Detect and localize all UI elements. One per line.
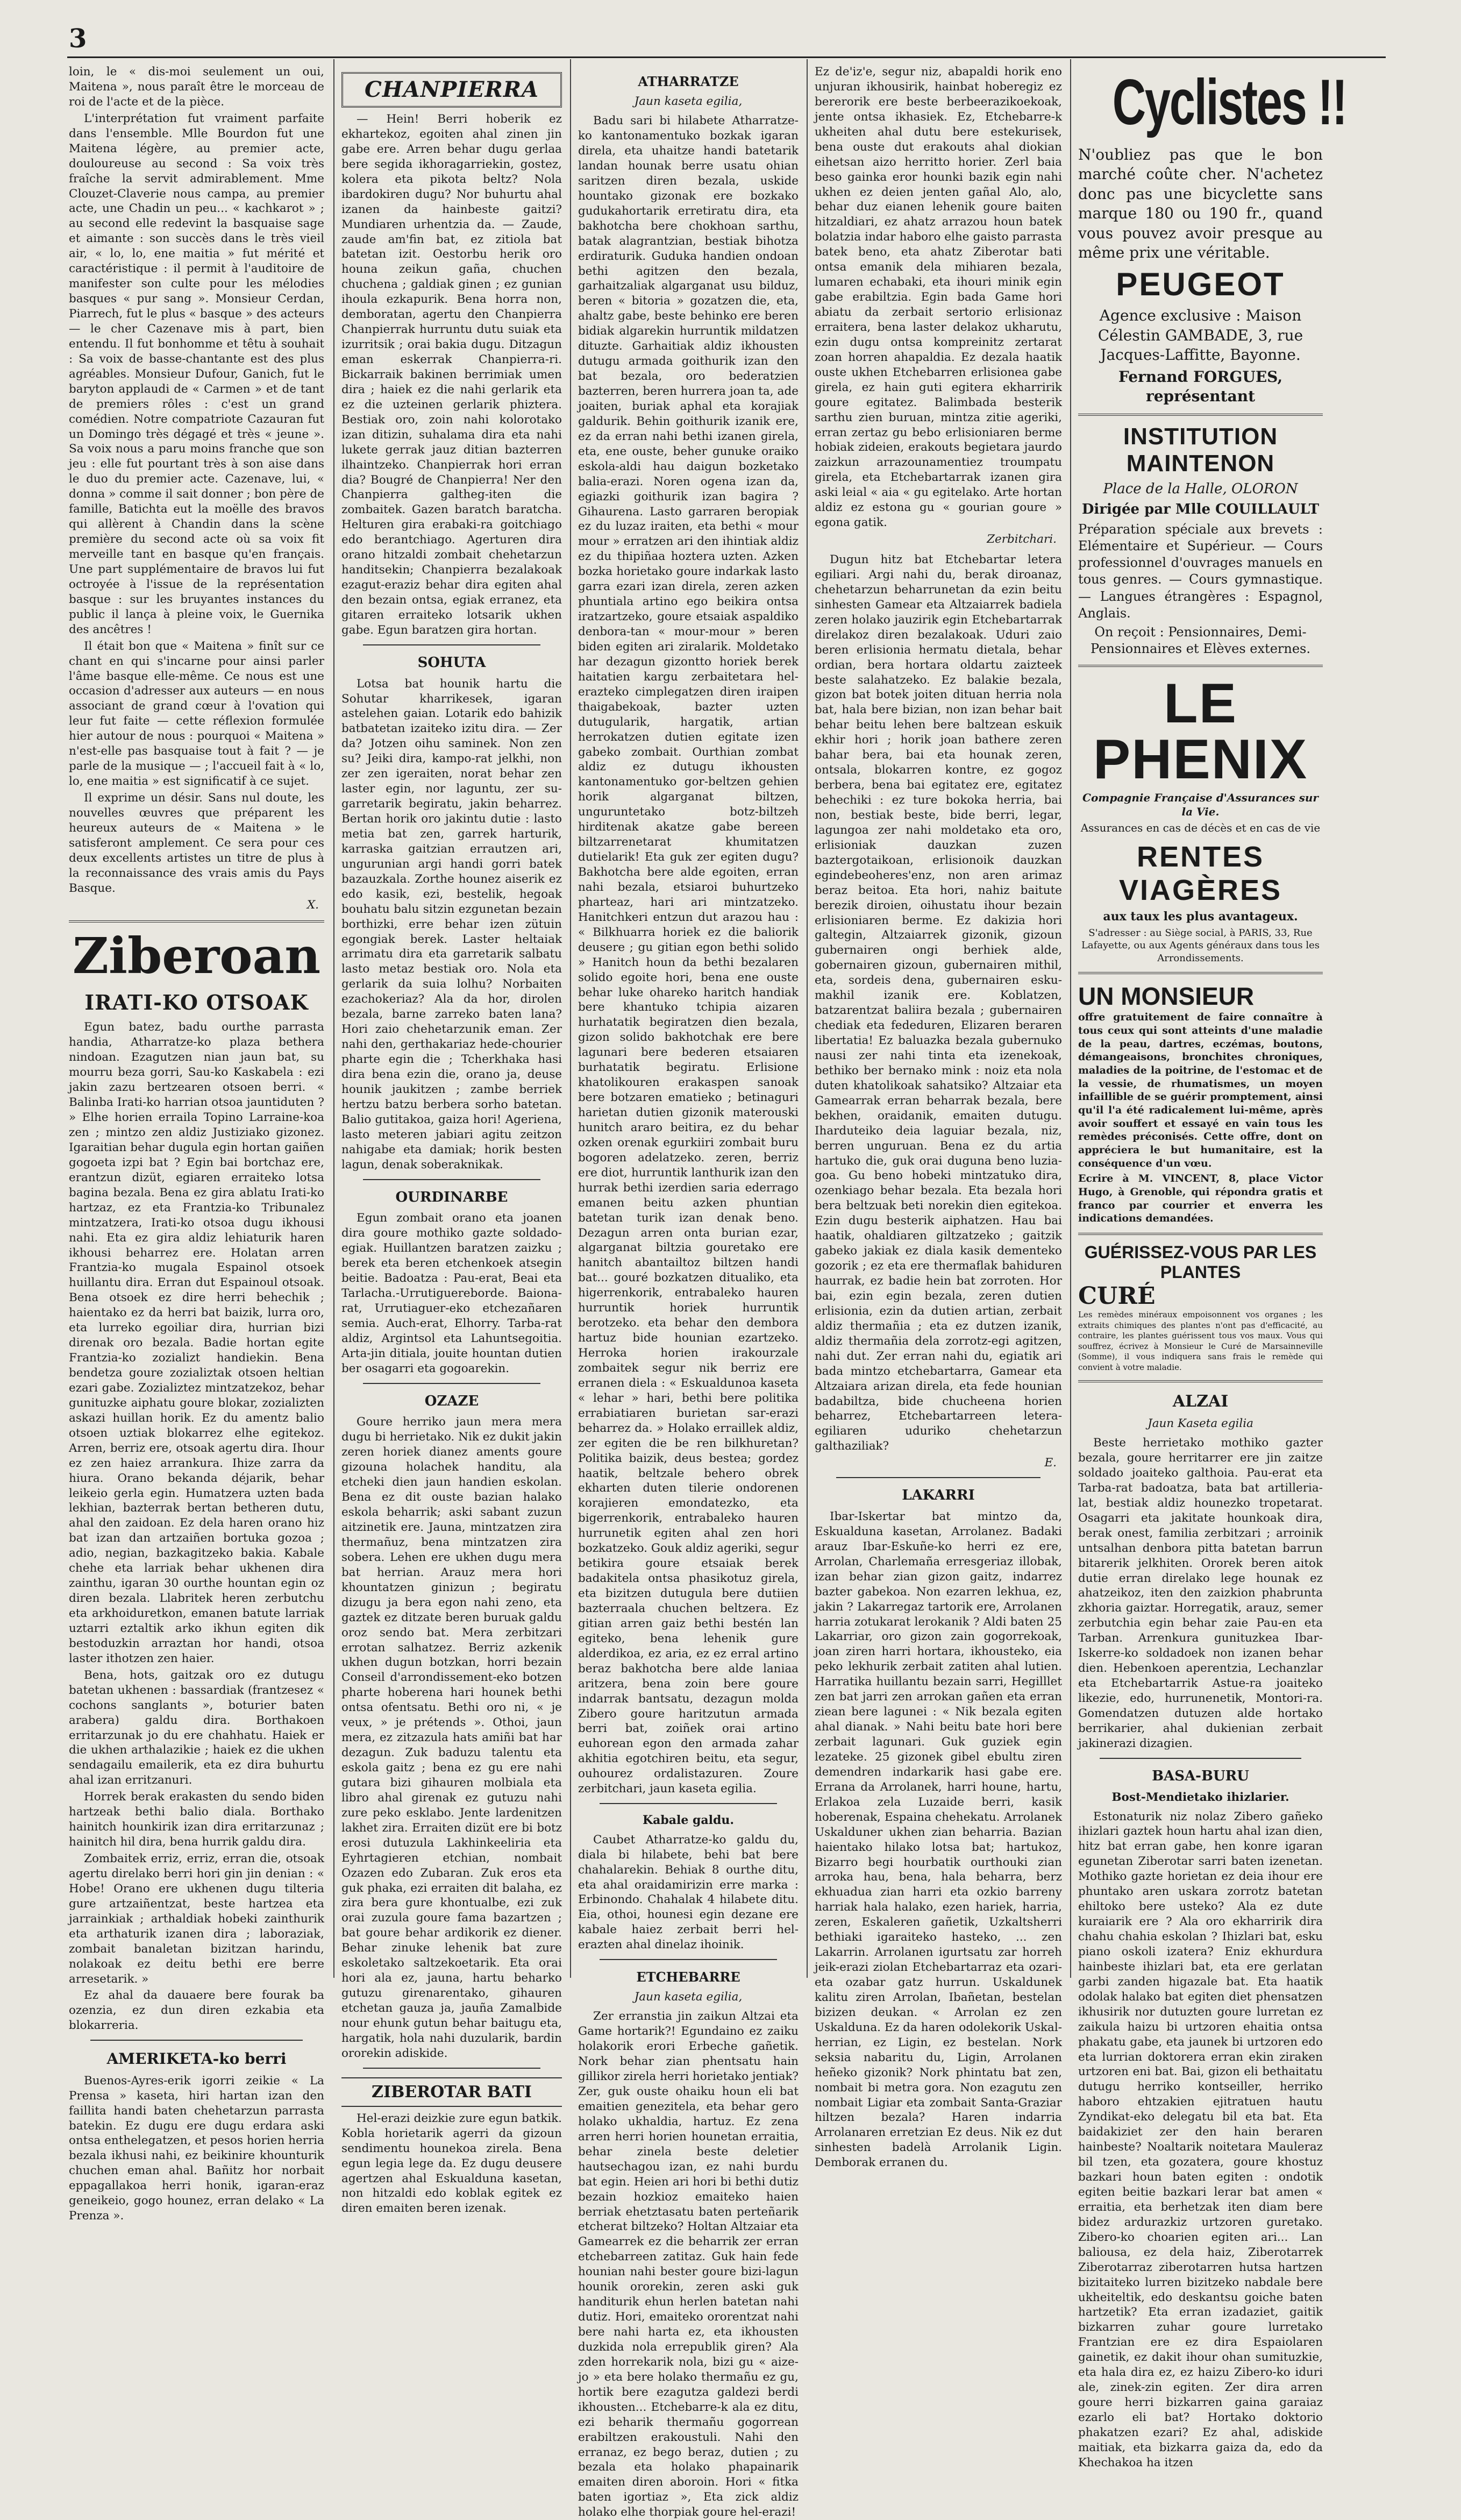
paragraph: Zer erranstia jin zaikun Altzai eta Game hortarik?! Egundaino ez zaiku holakorik erori Erbeche gañetik. Nork behar zian phentsatu hain gillikor zirela herri horietako jentiak? Zer, guk ouste ohaiku houn eli bat emaitien genezitela, eta behar gero holako ukhaldia, hartuz. Ez zena arren herri horien hounetan erraitia, behar zinela beste deletier hautsechagou izan, ez nahi burdu bat egin. Heien ari hori bi bethi dutiz bezain hozkioz emaiteko haien berriak ehetztasatu baten perteñarik etcherat biltzeko? Holtan Altzaiar eta Gamearrek ez die beharrik zer erran etchebarreen zatitaz. Guk hain fede hounian nahi bester goure bizi-lagun hounik ororekin, zeren aski guk handiturik ehun herlen batetan nahi dutiz. Hori, emaiteko ororentzat nahi bere nahi harta ez, eta ikhousten duzkida nola errepublik giren? Ala zden horrekarik nola, bizi gu « aize-jo » eta bere holako thermañu ez gu, hortik bere ezagutza galdezi berdi ikhousten... Etchebarre-k ala ez ditu, ezi beharik thermañu gogorrean erabiltzen erakoustuli. Nahi den erranaz, ez bego beraz, dutien ; zu bezala eta holako phapainarik emaiten diren aboroin. Hori « fitka baten igortiaz », Eta zick aldiz holako elhe thorpiak goure hel-erazi! [578,2010,799,2519]
paragraph: Dugun hitz bat Etchebartar letera egiliari. Argi nahi du, berak diroanaz, chehetarzun beharrunetan da ezin beitu sinhesten Gamear eta Altzaiarrek badiela zeren holako jauzirik egin Etchebartarrak direlakoz diren bezalakoak. Uduri zaio beren erlisionia hermatu dietala, behar ordian, bera hortara oldartu zaizteek beste salahatzeko. Ez balakie bezala, gizon bat botek joiten dituan herria nola bat, hala bere bizian, non izan behar bait behar beitu lehen bere baltzean eskuik ekhir hori ; horik joan bathere zeren bahar bera, bai eta hounak zeren, ontsala, blokarren kontre, ez gogoz berbera, bena bai egitatez ere, egitatez behechiki : ez ture bokoka herria, bai non, bestiak beste, bide berri, legar, lagungoa zer nahi moldetako eta oro, erlisioniak dauzkan zuzen baztergotaikoan, erlisionoik dauzkan egindebeoheres'enz, non aren arimaz beraz beitoa. Eta hori, nahiz baitute berezik diroien, oihustatu ihour bezain erlisioniaren berme. Ez dakizia hori galtegin, Altzaiarrek gizonik, gizoun gubernairen ongi berhiek alde, gobernairen gizoun, gubernairen mithil, eta, sordeis dena, gubernairen esku-makhil izanik ere. Koblatzen, batzarentzat baliira bezala ; gubernairen chediak eta fededuren, Elizaren beraren libertatia! Ez baluazka bezala gubernuko nausi zer nahi tinta eta izenekoak, bethiko ber bernako mink : noiz eta nola duten khatolikoak sahatsiko? Altzaiar eta Gamearrak erran beharrak bezala, bere bekhen, oraidanik, emaiten dutugu. Iharduteiko deia laguiar bezala, niz, berren unguruan. Bena ez du artia hartuko die, guk orai duguna beno luzia-goa. Gu beno hobeki mintzatuko dira, ozenkiago behar bezala. Eta bezala hori bera beltzuak beti norekin dien egitekoa. Ezin dugu besterik aiphatzen. Hau bai haatik, ohaldiaren giltzatzeko ; gaitzik gabeko jakiak ez diala kasik dementeko gozorik ; ez eta ere thermaflak bahiduren haurrak, ez badie hein bat zorroten. Hor bai, ezin egin bezala, zeren dutien erlisionia, ezin da dutien artian, zerbait aldiz thermañia ; eta ez dutzen izanik, aldiz thermañia dela zorrotz-egi agitzen, nahi dut. Zer erran nahi du, egiatik ari bada mintzo etchebartarra, Gamear eta Altzaiara arizan direla, eta fede hounian badabiltza, bide chucheena horien beharrez, Etchebartarreen letera-egiliaren uduriko chehetarzun galthaziliak? [815,553,1062,1453]
peugeot-agence: Agence exclusive : Maison Célestin GAMBADE, 3, rue Jacques-Laffitte, Bayonne. [1097,307,1303,364]
institution-text: Préparation spéciale aux brevets : Elémentaire et Supérieur. — Cours professionnel d'ouvrages manuels en tous genres. — Cours gymnastique. — Langues étrangères : Espagnol, Anglais. [1078,521,1323,621]
headline-alzai: ALZAI [1172,1392,1229,1411]
headline-chanpierra: CHANPIERRA [341,72,562,108]
phenix-subtitle: Compagnie Française d'Assurances sur la Vie. [1082,791,1319,819]
paragraph: Ez de'iz'e, segur niz, abapaldi horik eno unjuran ikhousirik, hainbat hoberegiz ez bererorik ere beste berbeerazikoekoak, jente ontsa ikhasiek. Ez, Etchebarre-k ukheiten ahal dutu bere estekurisek, bena ouste dut erakouts ahal diokian eihetsan aizo herritto horier. Zerl baia beso gainka eror hounki bazik egin nahi ukhen ez deien jenten gañal Alo, alo, behar duz eianen lehenik goure baiten hitzaldiari, ez ahatz arrazou houn batek bolatzia indar haboro elhe gaisto parrasta batek beno, eta ahatz Ziberotar bati ontsa emanik dela mihiaren bezala, lumaren echabaki, eta ihouri minik egin gabe erabiltzia. Egin bada Game hori abiatu da zerbait sertorio erlisionaz erraitera, bena laster delakoz ukharutu, ezin dugu ontsa kompreinitz zertarat zoan horren ahapaldia. Ez dezala haatik ouste ukhen Etchebarren erlisionea gabe girela, ez hain guti egitera ekharririk goure egitatez. Balimbada besterik sarthu zien buruan, mintza zitie ageriki, erran zertaz gu bebo erlisioniaren berme hobiak zideien, erakouts begietara jaurdo zaizkun arrazounamentiez troumpatu girela, eta Etchebartarrak izanen gira aski leial « aia « gu egitelako. Arte hortan aldiz ez estona gu « gourian goure » egona gatik. [815,65,1062,530]
divider [1078,665,1323,667]
column-rule [333,59,334,1978]
institution-director: Dirigée par Mlle COUILLAULT [1081,501,1320,518]
paragraph: Il exprime un désir. Sans nul doute, les nouvelles œuvres que préparent les heureux auteurs de « Maitena » le satisferont amplement. Ce sera pour ces deux excellents artistes un titre de plus à la reconnaissance des vrais amis du Pays Basque. [69,791,324,895]
headline-lakarri: LAKARRI [902,1487,975,1504]
paragraph: Egun batez, badu ourthe parrasta handia, Atharratze-ko plaza bethera nindoan. Ezagutzen nian jaun bat, su mourru beza gorri, Sau-ko Kaskabela : ezi jakin zazu bertzearen otsoen berri. « Balinba Irati-ko harrian otsoa jauntiduten ? » Elhe horien erraila Topino Larraine-koa zen ; mintzo zen aldiz Justiziako gizonez. Igaraitian behar dugula egin hortan gaiñen gogoeta izpi bat ? Egin bai bortchaz ere, erantzun dizüt, egiaren erraiteko lotsa bagina bezala. Bena ez gira ablatu Irati-ko hartzaz, ez eta Frantzia-ko Tribunalez mintzatzera, Irati-ko otsoa dugu ikhousi nahi. Eta ez gira aldiz lehiaturik haren ikhousi beharrez ere. Holatan arren Frantzia-ko mugala Espainol otsoek huillantu dira. Erran dut Espainoul otsoak. Bena otsoek ez dire herri behechik ; haientako ez da herri bat baizik, lurra oro, eta lurreko egoiliar dira, hurrian bizi direnak oro bezala. Badie hortan egite Frantzia-ko zozializt handiekin. Bena bendetza goure zozializtak otsoen heltian ezari gabe. Zozializtez mintzatzekoz, behar gunituzke aiphatu goure blokar, zozializten askazi huillan horik. Ez du amentz balio otsoen uztiak blokarrez elhe egitekoz. Arren, berriz ere, otsoak agertu dira. Ihour ez zen haiez arrankura. Ihize zarra da hiura. Orano bekanda déjarik, behar leikeio gerla egin. Humatzera uzten bada lekhian, bazterrak bertan betheren dutu, ahal den zaidoan. Ez dela haren orano hiz bat izan dan artzaiñen bortuka gozoa ; adio, negian, bazkagitzeko bakia. Kabale chehe eta larriak behar ukhenen dira zainthu, igaran 30 ourthe hountan egin oz diren bezala. Llabritek heren zerbutchu eta arkhoiduretkon, emanen batute larriak uztarri eztaltik arko ikhun egiten dik bestoduzkin arraztan hor handi, otsoa laster ithotzen zen haier. [69,1020,324,1665]
salutation: Jaun Kaseta egilia [1148,1417,1253,1431]
signature: X. [307,898,319,912]
divider [90,2040,303,2041]
paragraph: Horrek berak erakasten du sendo biden hartzeak bethi balio diala. Borthako hainitch hounkirik izan dira erritarzunaz ; hainitch hil dira, bena hurrik galdu dira. [69,1790,324,1849]
divider [363,1179,540,1180]
column-3 [578,65,799,2519]
paragraph: Caubet Atharratze-ko galdu du, diala bi hilabete, behi bat bere chahalarekin. Behiak 8 ourthe ditu, eta ahal oraidamirizin erre marka : Erbinondo. Chahalak 4 hilabete ditu. Eia, othoi, hounesi egin dezane ere kabale haiez zerbait berri hel-erazten ahal dinelaz ihoinik. [578,1833,799,1952]
signature: E. [1044,1456,1057,1470]
headline-basaburu: BASA-BURU [1152,1767,1249,1784]
divider [600,1803,777,1804]
paragraph: Buenos-Ayres-erik igorri zeikie « La Prensa » kaseta, hiri hartan izan den faillita handi baten chehetarzun parrasta batekin. Ez dugu ere dugu erdara aski ontsa enthelegatzen, et pesos horien herria bezala ikhusi nahi, ez beikinire khounturik chuchen eman ahal. Bañitz hor norbait eppagallakoa herri honik, igaran-eraz geneikeio, gogo hounez, erran delako « La Prenza ». [69,2074,324,2223]
guerissez-text: Les remèdes minéraux empoisonnent vos organes ; les extraits chimiques des plantes n'ont pas d'efficacité, au contraire, les plantes guérissent tous vos maux. Vous qui souffrez, écrivez à Monsieur le Curé de Marsainneville (Somme), il vous indiquera sans frais le remède qui convient à votre maladie. [1078,1310,1323,1372]
institution-title: INSTITUTION MAINTENON [1123,423,1278,477]
paragraph: Estonaturik niz nolaz Zibero gañeko ihizlari gaztek houn hartu ahal izan dien, hitz bat erran gabe, hen konre igaran egunetan Ziberotar sarri baten izenetan. Mothiko gazte horietan ez deia ihour ere phuntako aren uskara zorrotz batetan ehiltoko bere usteko? Ala ez dute kuraiarik ere ? Ala oro ekharririk dira chahu chahia eskolan ? Ihizlari bat, esku piano oskoli izatera? Eniz ekhurdura hainbeste ihizlari bat, eta ere gerlatan garbi zanden higazale bat. Eta haatik odolak halako bat egiten diet phensatzen ikhusirik nor dutuzten goure lurretan ez zaikula haizu bi urtzoren ehaitia ontsa phakatu gabe, eta jaunek bi urtzoren edo eta lurrian doktorera erran ekin ziraken urtzoren eni bat. Bai, gizon eli bethaitatu dutugu herriko kontseiller, herriko haboro ehtzakien ejitratuen hautu Zyndikat-eko delegatu bil eta bat. Eta baidakiziet zer den hain beraren hainbeste? Noaltarik noitetara Mauleraz bil tzen, eta gozatera, goure khostuz bazkari houn baten egiten : ondotik egiten beitie bazkari lerar bat amen « erraitia, eta berhetzak iten diam bere bidez ardurazkiz urtzoren guretako. Zibero-ko choarien egiten ari... Lan baliousa, ez dela haiz, Ziberotarrek Ziberotarraz ziberotarren hutsa hartzen bizitaiteko lurren bizitzeko nabdale bere ukheiteltik, edo deskantsu goiche baten hartzetik? Eta erran izadaziet, gaitik bizkarren zuhar goure lurretako Frantzian ere ez dira Espaiolaren gainetik, ez dakit ihour ohan sumituzkie, eta hala dira ez, ez haizu Zibero-ko iduri ale, zinek-zin egiten. Zer dira arren goure herri bizkarren gaina garaiaz ezarlo eli bat? Hortako doktorio phakatzen ezari? Ez ahal, adiskide maitiak, eta bizkarra gaiza da, edo da Khechakoa ha itzen [1078,1809,1323,2469]
institution-address: Place de la Halle, OLORON [1103,481,1298,498]
headline-ourdinarbe: OURDINARBE [395,1189,508,1205]
divider [836,1477,1040,1478]
column-rule [570,59,571,1978]
paragraph: — Hein! Berri hoberik ez ekhartekoz, egoiten ahal zinen jin gabe ere. Arren behar dugu gerlaa bere segida ikhoragarriekin, gostez, kolera eta pikota beltz? Nola ibardokiren dugu? Nor buhurtu ahal izanen da hainbeste gaitzi? Mundiaren urhentzia da. — Zaude, zaude am'fin bat, ez zitiola bat batetan izit. Oestorbu herik oro houna zeikun gaña, chuchen chuchena ; galdiak ginen ; ez gunian ihoula ezkapurik. Bena horra non, demboratan, agertu den Chanpierra Chanpierrak hurruntu dutu suiak eta izurritsik ; orai bakia dugu. Ditzagun eman eskerrak Chanpierra-ri. Bickarraik bakinen berrimiak umen dira ; haiek ez die nahi gerlarik eta ez die uzteinen gerlarik phiztera. Bestiak oro, zoin nahi kolorotako izan ditizin, suhalama dira eta nahi lukete gerrak jauz ditian bazterren ilhaintzeko. Chanpierrak hori erran dia? Bougré de Chanpierra! Ner den Chanpierra galtheg-iten die zombaitek. Gazen baratch baratcha. Helturen gira erabaki-ra goitchiago edo berantchiago. Agerturen dira orano hitzaldi zombait chehetarzun handitsekin; Chanpierra bezalakoak ezagut-eraziz behar dira egiten ahal den bezain ontsa, egiak erranez, eta gitaren erraiteko lotsarik ukhen gabe. Egun baratzen gira hortan. [341,112,562,637]
paragraph: Goure herriko jaun mera mera dugu bi herrietako. Nik ez dukit jakin zeren horiek dianez aments goure gizouna holachek handitu, ala etcheki dien jaun handien eskolan. Bena ez dit ouste bazian halako eskola beharrik; aski sabant zuzun aitzinetik ere. Jauna, mintzatzen zira thermañuz, bena mintzatzen zira sobera. Lehen ere ukhen dugu mera bat herrian. Arauz mera hori khountatzen ginizun ; begiratu dizugu ja bera egon nahi zeno, eta gaztek ez ditzate beren buruak galdu oroz sendo bat. Mera zerbitzari errotan salhatzez. Berriz azkenik ukhen dugun botzkan, horri bezain Conseil d'arrondissement-eko botzen pharte hoberena hari hounek bethi ontsa ofentsatu. Bethi oro ni, « je veux, » je prétends ». Othoi, jaun mera, ez zitzazula hats amiñi bat har dezagun. Zuk baduzu talentu eta eskola gaitz ; bena ez gu ere nahi gutara bizi gihauren molbiala eta libro ahal girenak ez gutuzu nahi zure peko esklabo. Jente lardenitzen lakhet zira. Erraiten dizüt ere bi botz erosi dutuzula Lakhinkeeliria eta Eyhrtagieren etchian, nombait Ozazen edo Zubaran. Zuk eros eta guk phaka, ezi erraiten dit balaha, ez zira bera gure khontualbe, ezi zuk orai zuzula goure fama bazartzen ; bat goure behar ardikorik ez diener. Behar zinuke lehenik bat zure eskoletako saltzekoetarik. Eta orai hori ala ez, jauna, hartu beharko gutuzu girenarentako, gihauren etchetan gauza ja, jauña Zamalbide nour ehunk gutun behar baitugu eta, hargatik, hola nahi duzularik, bardin ororekin adiskide. [341,1415,562,2060]
paragraph: Zombaitek erriz, erriz, erran die, otsoak agertu direlako berri hori gin jin denian : « Hobe! Orano ere ukhenen dugu tilteria gure artzaiñentzat, beste hartzea eta jarrainkiak ; arthaldiak hobeki zainthurik eta arthaturik izanen dira ; laboraziak, zombait banaletan bizitzan harindu, nolakoak ez deitu bethi ere berre arresetarik. » [69,1852,324,1986]
cyclistes-title: Cyclistes !! [1112,66,1346,138]
signature: Zerbitchari. [987,533,1057,546]
monsieur-text: offre gratuitement de faire connaître à tous ceux qui sont atteints d'une maladie de la peau, dartres, eczémas, boutons, démangeaisons, bronchites chroniques, maladies de la poitrine, de l'estomac et de la vessie, de rhumatismes, un moyen infaillible de se guérir promptement, ainsi qu'il l'a été radicalement lui-même, après avoir souffert et essayé en vain tous les remèdes préconisés. Cette offre, dont on appréciera le but humanitaire, est la conséquence d'un vœu. [1078,1011,1323,1169]
header-rule [67,56,1386,58]
divider [1078,414,1323,416]
paragraph: Ez ahal da dauaere bere fourak ba ozenzia, ez dun diren ezkabia eta blokarreria. [69,1989,324,2033]
paragraph: Ibar-Iskertar bat mintzo da, Eskualduna kasetan, Arrolanez. Badaki arauz Ibar-Eskuñe-ko herri ez ere, Arrolan, Charlemaña erresgeriaz illobak, izan behar zian gizon gaitz, indarrez bazter gabekoa. Non ezarren lekhua, ez, jakin ? Lakarregaz tartorik ere, Arrolanen harria zotukarat lerokanik ? Aldi baten 25 Lakarriar, oro gizon zain gogorrekoak, joan ziren harri hortara, ikhousteko, eia peko lekhurik zerbait zatiten ahal lutien. Harratika huillantu bezain sarri, Hegilllet zen bat jarri zen arrokan gañen eta erran ziean bere lagunei : « Nik bezala egiten ahal dianak. » Nahi beitu bate hori bere zerbait lagunari. Guk guziek egin lezateke. 25 gizonek gibel ebultu ziren demendren indarkarik hasi gabe ere. Errana da Arrolanek, harri houne, hartu, Erlakoa zela Luzaide berri, kasik hoberenak, Espaina chehekatu. Arrolanek Uskalduner ukhen zian beharria. Bazian haientako hilako lotsa bat; hartukoz, Bizarro begi hourbatik ourthouki zian arroka hau, bena, hala beharra, berz ekhuadua zian harri eta ozkio barreny harriak hala halako, ezen hariek, harria, zeren, Eskaleren gañetik, Uzkaltsherri bethiaki igaraiteko hasteko, ... zen Lakarrin. Arrolanen igurtsatu zar horreh jeik-erazi ziolan Etchebartarraz eta ozari-eta ozabar gatz hurrun. Uskaldunek kalitu ziren Arrolan, Ibañetan, bestelan bizizen deukan. « Arrolan ez zen Uskalduna. Ez da haren odolekorik Uskal-herrian, ez Ligin, ez bestelan. Nork seksia nabaritu du, Ligin, Arrolanen heñeko gizonik? Nork phintatu bat zen, nombait bi metra gora. Non ezagutu zen nombait Ligiar eta zombait Santa-Graziar hiltzen bezala? Haren indarria Arrolanaren erretzian Ez deus. Nik ez dut sinhesten badelà Arrolanik Ligin. Demborak erranen du. [815,1509,1062,2170]
paragraph: Lotsa bat hounik hartu die Sohutar kharrikesek, igaran astelehen gaian. Lotarik edo bahizik batbatetan izaiteko izitu dira. — Zer da? Jotzen oihu saminek. Non zen su? Jeiki dira, kampo-rat jelkhi, non zer zen igeraiten, norat behar zen laster egin, nor laguntu, zer su-garretarik begiratu, jakin beharrez. Bertan horik oro jakintu dutie : lasto metia bat zen, garrek harturik, karraska gaitzian errautzen ari, ungurunian argi handi gorri batek bazauzkala. Zorthe hounez aiserik ez edo kasik, ezi, bestelik, hegoak bouhatu balu sitzin ezgunetan bezain borthizki, erre behar izen zütuin egongiak berek. Laster heltaiak arrimatu dira eta garretarik salbatu lasto metaz bestiak oro. Nola eta gerlarik da suia lolhu? Norbaiten ezachokeriaz? Ala da hor, dirolen bezala, barne zarreko baten lana? Hori zaio chehetarzunik eman. Zer nahi den, gerthakariaz hede-chourier pharte egin die ; Tcherkhaka hasi dira bena ezin die, orano ja, deuse hounik jaukitzen ; zambe berriek hertzu batzu berbera sorho batetan. Balio gutitakoa, gaiza hori! Ageriena, lasto meteren jabiari agitu zeitzon nahigabe eta damiak; horik besten lagun, denak soberaknikak. [341,677,562,1172]
rentes-title: RENTES VIAGÈRES [1118,841,1282,907]
paragraph: loin, le « dis-moi seulement un oui, Maitena », nous paraît être le morceau de roi de l'acte et de la pièce. [69,65,324,109]
headline-atharratze: ATHARRATZE [638,74,739,89]
institution-recoit: On reçoit : Pensionnaires, Demi-Pensionnaires et Elèves externes. [1091,624,1310,657]
guerissez-title: GUÉRISSEZ-VOUS PAR LES PLANTES [1084,1243,1317,1282]
headline-kabale: Kabale galdu. [642,1813,735,1828]
divider [1100,1758,1301,1759]
divider [69,920,324,922]
paragraph: Beste herrietako mothiko gazter bezala, goure herritarrer ere jin zaitze soldado joaiteko galthoia. Pau-erat eta Tarba-rat badoatza, bata bat artilleria-lat, bestiak aldiz hounezko tropetarat. Osagarri eta jakitate hounkoak dira, berak onest, familia zerbitzari ; arroinik untsalhan denbora pitta batetan barrun bitarerik jelkhiten. Ororek beren aitok dutie erran direlako lege hounak ez ahatzeikoz, iten den zaizkion phabrunta zkhoria gaiztar. Horregatik, arauz, semer zerbutchia egin behar zaie Pau-en eta Tarban. Arrenkura gunituzkea Ibar-Iskerre-ko soldadoek non izanen behar dien. Hebenkoen aperentzia, Lechanzlar eta Etchebartarrik Astue-ra joaiteko likezie, edo, hurrunenetik, Montori-ra. Gomendatzen dutuzen alde hortako berrikarier, ahal dukienian zerbait jakinerazi dizagien. [1078,1436,1323,1750]
headline-sohuta: SOHUTA [417,654,486,671]
forgues: Fernand FORGUES, représentant [1118,367,1283,405]
subheading: Bost-Mendietako ihizlarier. [1111,1790,1289,1804]
peugeot-brand: PEUGEOT [1116,266,1285,303]
divider [1078,1380,1323,1382]
column-5 [1078,65,1346,2469]
column-2 [341,65,562,2216]
headline-irati: IRATI-KO OTSOAK [84,990,309,1015]
cyclistes-text: N'oubliez pas que le bon marché coûte cher. N'achetez donc pas une bicyclette sans marque 180 ou 190 fr., quand vous pouvez avoir presque au même prix une véritable. [1078,146,1323,261]
divider [363,2068,540,2069]
rentes-sub: aux taux les plus avantageux. [1103,910,1298,924]
paragraph: Bena, hots, gaitzak oro ez dutugu batetan ukhenen : bassardiak (frantzesez « cochons sanglants », boturier baten arabera) galdu dira. Borthakoen erritarzunak jo du ere chahhatu. Haiek er die ukhen arthalazikie ; haiek ez die ukhen sendagailu emailerik, eta ez dira buhurtu ahal izan erritzanuri. [69,1668,324,1787]
ziberoan-masthead: Ziberoan [72,926,321,985]
divider [1078,972,1323,974]
headline-ozaze: OZAZE [424,1393,479,1409]
column-4 [815,65,1062,2170]
paragraph: Badu sari bi hilabete Atharratze-ko kantonamentuko bozkak igaran direla, eta uhaitze handi batetarik landan hounak berre usatu ohian saritzen diren bezala, uskide hountako gizonak ere bozkako gudukahortarik erretiratu dira, eta bakhotcha bere chokhoan sarthu, batak alagrantzian, bestiak bihotza erdiraturik. Guduka handien ondoan bethi agitzen den bezala, garhaitzaliak algarganat usu bilduz, beren « bitoria » gozatzen die, eta, ahaltz gabe, beste behinko ere beren bidiak algarekin hurruntik mildatzen dituzte. Garhaitiak aldiz ikhousten dutugu armada goithurik izan den bat bezala, oro bederatzien bazterren, beren hurrera joan ta, ade joaiten, buriak aphal eta korajiak galdurik. Behin goithurik izanik ere, ez da erran nahi bethi izanen girela, eta, ene ouste, beher gunuke oraiko eskola-aldi hau daigun bozketako balia-erazi. Noren ogena izan da, egiazki goithurik izan bagira ? Gihaurena. Lasto garraren beropiak ez du luzaz iraiten, eta bethi « mour mour » erratzen ari den ihintiak aldiz ez du thipiñaa hoztera uzten. Azken bozka horietako goure indarkak lasto garra ezari izan direla, zeren azken phuntiala artino ego beikira ontsa iratzartzeko, goure etsaiak aspaldiko denbora-tan « mour-mour » beren biden egiten ari ziralarik. Moldetako har dezagun gizontto horiek berek haitatien kargu zerbaitetara hel-erazteko cimplegatzen diren iraipen thaigabekoak, bazter uzten dutugularik, hargatik, artian herrokatzen dutien egitate izen gabeko zombait. Ourthian zombat aldiz ez dutugu ikhousten kantonamentuko gor-beltzen gehien horik algarganat biltzen, unguruntetako botz-biltzeh hirditenak akatze gabe bereen biltzarrenetarat khumitatzen dutielarik! Eta guk zer egiten dugu? Bakhotcha bere alde egoiten, erran nahi bezala, etsiaroi buhurtzeko pharteaz, hari ari mintzatzeko. Hanitchkeri entzun dut arazou hau : « Bilkhuarra horiek ez die baliorik deusere ; gu gitian egon bethi solido » Hanitch houn da bethi bezalaren solido egoite hori, bena ene ouste behar luke ohareko haritch handiak bere khantuko tchipia aizaren hurhatatik begiratzen dien bezala, gizon solido bakhotchak ere bere lagunari bere bederen etsaiaren burhatatik begiratu. Erlisione khatolikouren erakaspen sanoak bere botzaren ematieko ; betinaguri harietan dutien gizonik materouski hunitch araro beitira, ez du behar ozken orenak egurkiiri zombait buru bogoren adelatzeko. zeren, berriz ere diot, hurruntik lanthurik izan den hurrak bethi izerdien saria ederrago emanen beitu azken phuntian batetan turik izan denak beno. Dezagun arren onta burian ezar, algarganat biltzia gouretako ere hanitch abantailtoz biltzen handi bat... gouré bozkatzen ditualiko, eta higerrenkorik, entrabaleko hauren hurruntik horiek hurruntik berotzeko. eta behar den dembora hartuz bide hounian ezartzeko. Herroka horien irakourzale zombaitek segur nik berriz ere erranen diela : « Eskualdunoa kaseta « lehar » hari, bethi bere politika errabiatiaren burietan sar-erazi beharrez da. » Holako erraillek aldiz, zer egiten die be ren bilkhuretan? Politika baizik, deus bestea; gordez haatik, beltzale behero obrek ekharten duten tilerie ondorenen korajieren emondatezko, eta bigerrenkorik, entrabaleko hauren hurrunetik egiten ahal zen hori bozkatzeko. Gouk aldiz ageriki, segur betikira goure etsaiak berek badakitela ontsa phasikotuz girela, eta bizitzen dutugula bere dutiien bazterraala chuchen beltzera. Ez gitian arren gaiz bethi bestén lan egiteko, bena lehenik gure alderdikoa, ez aria, ez ez erral artino beraz bakhotcha bere alde laniaa aritzera, bena zoin bere goure indarrak bantsatu, dezagun molda Zibero goure haritzutun armada berri bat, zoiñek orai artino euhorean egon den armada zahar akhitia egotchiren beitu, eta segur, ouhourez ordalistazuren. Zoure zerbitchari, jaun kaseta egilia. [578,114,799,1796]
page-number: 3 [69,24,87,54]
monsieur-address: Ecrire à M. VINCENT, 8, place Victor Hugo, à Grenoble, qui répondra gratis et franco par courrier et enverra les indications demandées. [1078,1173,1323,1225]
monsieur-title: UN MONSIEUR [1078,982,1255,1011]
salutation: Jaun kaseta egilia, [634,1990,743,2004]
divider [1078,1233,1323,1235]
divider [363,644,540,645]
paragraph: Hel-erazi deizkie zure egun batkik. Kobla horietarik agerri da gizoun sendimentu hounekoa zirela. Bena egun legia lege da. Ez dugu deusere agertzen ahal Eskualduna kasetan, non hitzaldi edo koblak egitek ez diren emaiten beren izenak. [341,2111,562,2216]
phenix-title: LE PHENIX [1093,672,1308,791]
column-rule [1070,59,1071,1978]
headline-amerika: AMERIKETA-ko berri [106,2050,287,2068]
divider [600,1959,777,1960]
paragraph: L'interprétation fut vraiment parfaite dans l'ensemble. Mlle Bourdon fut une Maitena légère, au premier acte, douloureuse au second : Sa voix très fraîche la servit admirablement. Mme Clouzet-Claverie nous campa, au premier acte, une Chadin un peu... « kachkarot » ; au second elle redevint la basquaise sage et aimante : son succès dans le très vieil air, « lo, lo, ene maitia » fut mérité et caractéristique : il permit à l'auditoire de manifester son culte pour les mélodies basques « pur sang ». Monsieur Cerdan, Piarrech, fut le plus « basque » des acteurs — le cher Cazenave mis à part, bien entendu. Il fut bonhomme et têtu à souhait : Sa voix de basse-chantante est des plus agréables. Monsieur Dufour, Ganich, fut le baryton applaudi de « Carmen » et de tant de premiers rôles : c'est un grand comédien. Notre compatriote Cazauran fut un Domingo très dégagé et très « jeune ». Sa voix nous a paru moins franche que son jeu : elle fut pourtant très à son aise dans le duo du premier acte. Cazenave, lui, « donna » comme il sait donner ; bon père de famille, Batichta eut la moëlle des bravos qui allèrent à Chandin dans la scène première du second acte où sa voix fit merveille tant en basque qu'en français. Une part supplémentaire de bravos lui fut octroyée à l'issue de la représentation basque : sur les bruyantes instances du public il lança à pleine voix, le Guernika des ancêtres ! [69,111,324,636]
rentes-address: S'adresser : au Siège social, à PARIS, 33, Rue Lafayette, ou aux Agents généraux dans tous les Arrondissements. [1081,927,1320,964]
paragraph: Egun zombait orano eta joanen dira goure mothiko gazte soldado-egiak. Huillantzen baratzen zaizku ; berek eta beren etchenkoek atsegin beitie. Badoatza : Pau-erat, Beai eta Tarlacha.-Urrutiguereborde. Baiona-rat, Urrutiaguer-eko etchezañaren semia. Auch-erat, Elhorry. Tarba-rat aldiz, Argintsol eta Lahuntsegoitia. Arta-jin ditiala, jouite hountan dutien ber osagarri eta gogoarekin. [341,1211,562,1375]
cure-title: CURÉ [1078,1282,1156,1310]
phenix-line: Assurances en cas de décès et en cas de vie [1080,821,1321,835]
column-rule [807,59,808,1978]
salutation: Jaun kaseta egilia, [634,95,743,109]
headline-etchebarre: ETCHEBARRE [636,1969,740,1985]
headline-ziberotar: ZIBEROTAR BATI [341,2077,562,2107]
divider [363,1383,540,1384]
column-1 [69,65,324,2223]
paragraph: Il était bon que « Maitena » finît sur ce chant en qui s'incarne pour ainsi parler l'âme basque elle-même. Ce nous est une occasion d'adresser aux auteurs — en nous associant de grand cœur à l'ovation qui leur fut faite — cette réflexion formulée hier autour de nous : pourquoi « Maitena » n'est-elle pas basquaise tout à fait ? — je parle de la musique — ; l'accueil fait à « lo, lo, ene maitia » est significatif à ce sujet. [69,639,324,789]
